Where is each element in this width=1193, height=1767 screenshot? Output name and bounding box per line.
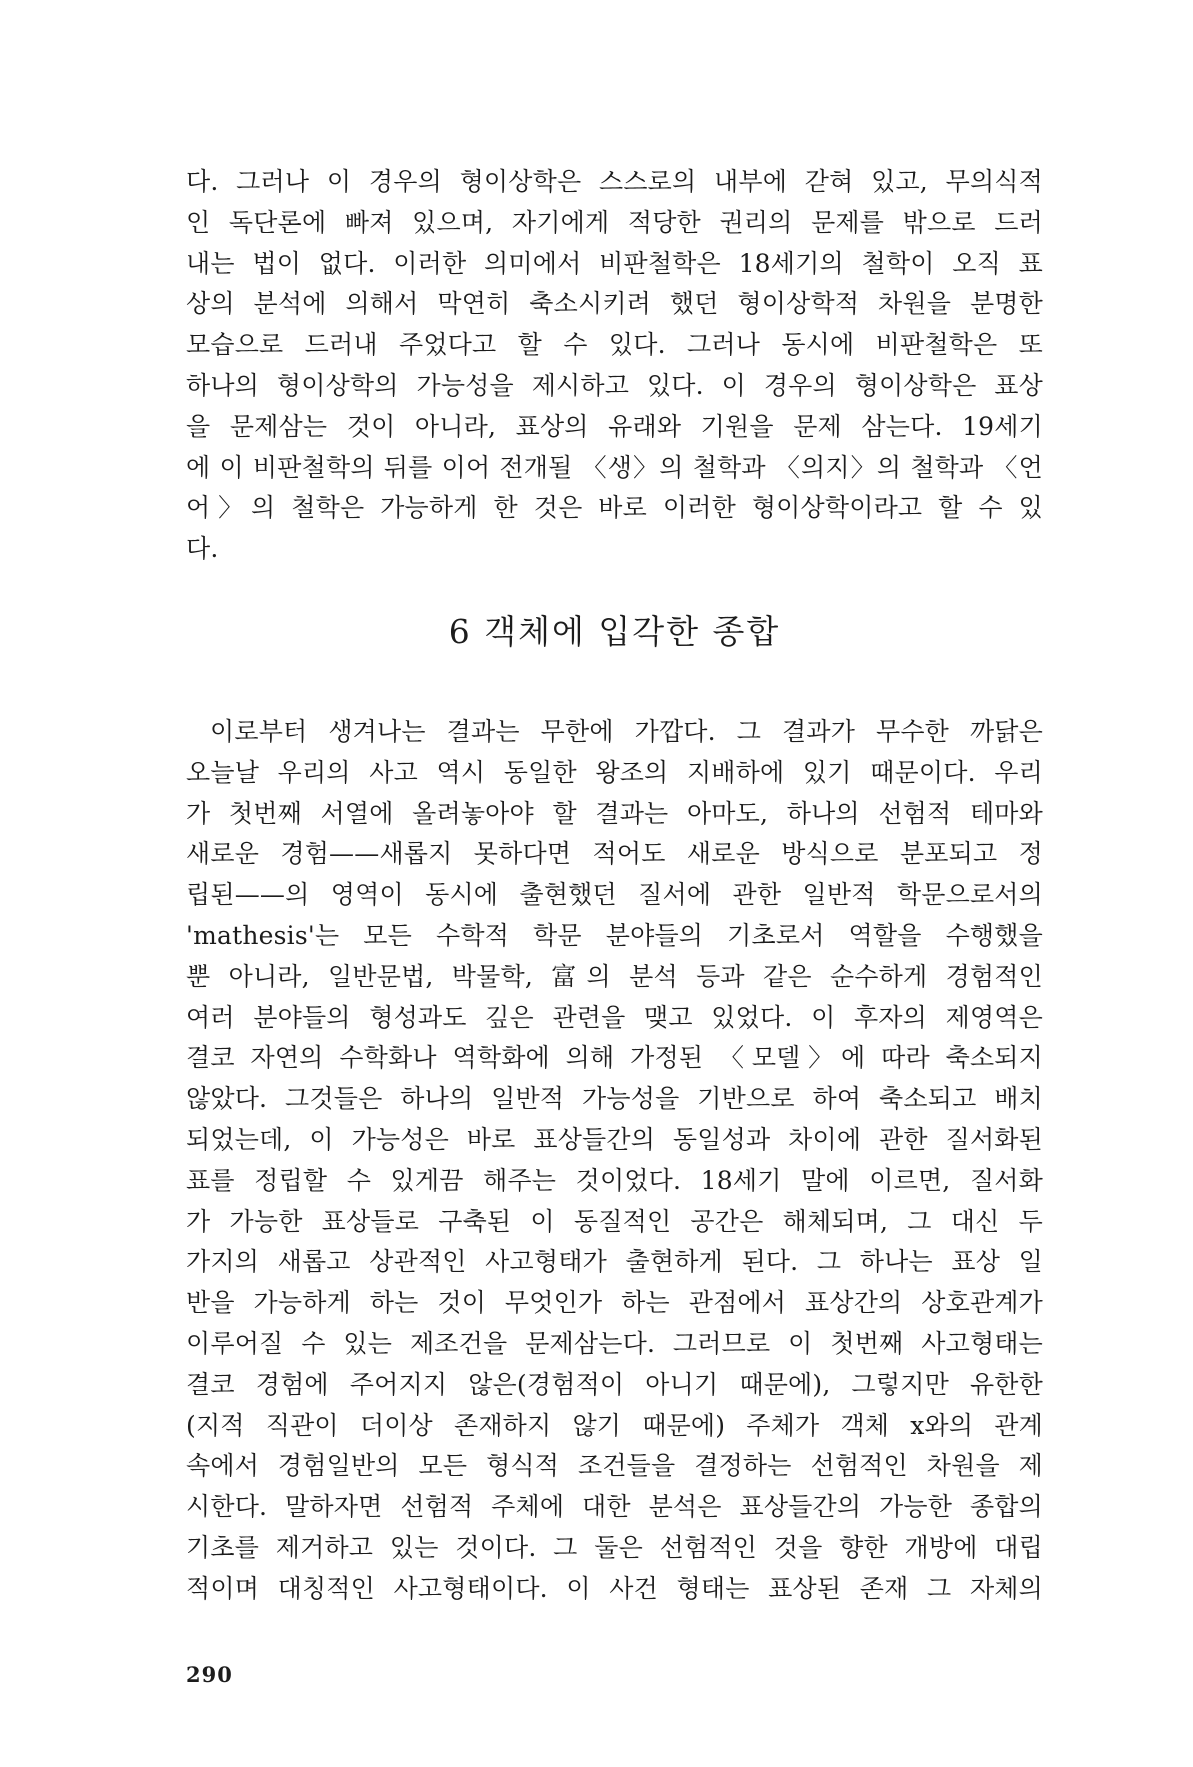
text-line: 내는 법이 없다. 이러한 의미에서 비판철학은 18세기의 철학이 오직 표	[186, 248, 1043, 278]
text-line: 에 이 비판철학의 뒤를 이어 전개될 〈생〉의 철학과 〈의지〉의 철학과 〈언	[186, 452, 1043, 482]
text-line: 뿐 아니라, 일반문법, 박물학, 富의 분석 등과 같은 순수하게 경험적인	[186, 961, 1043, 991]
text-line: 다. 그러나 이 경우의 형이상학은 스스로의 내부에 갇혀 있고, 무의식적	[186, 167, 1043, 196]
text-line: 적이며 대칭적인 사고형태이다. 이 사건 형태는 표상된 존재 그 자체의	[186, 1573, 1043, 1603]
text-line: 립된——의 영역이 동시에 출현했던 질서에 관한 일반적 학문으로서의	[186, 880, 1043, 910]
text-line: 결코 자연의 수학화나 역학화에 의해 가정된 〈모델〉에 따라 축소되지	[186, 1043, 1043, 1073]
text-line: (지적 직관이 더이상 존재하지 않기 때문에) 주체가 객체 x와의 관계	[186, 1410, 1043, 1440]
text-line: 표를 정립할 수 있게끔 해주는 것이었다. 18세기 말에 이르면, 질서화	[186, 1165, 1043, 1195]
paragraph-1	[186, 162, 1043, 570]
text-line: 되었는데, 이 가능성은 바로 표상들간의 동일성과 차이에 관한 질서화된	[186, 1124, 1043, 1154]
text-line: 결코 경험에 주어지지 않은(경험적이 아니기 때문에), 그렇지만 유한한	[186, 1369, 1043, 1399]
text-line: 모습으로 드러내 주었다고 할 수 있다. 그러나 동시에 비판철학은 또	[186, 330, 1043, 360]
paragraph-2	[186, 712, 1043, 1610]
text-line: 여러 분야들의 형성과도 깊은 관련을 맺고 있었다. 이 후자의 제영역은	[186, 1002, 1043, 1032]
text-line: 않았다. 그것들은 하나의 일반적 가능성을 기반으로 하여 축소되고 배치	[186, 1084, 1043, 1114]
text-line: 시한다. 말하자면 선험적 주체에 대한 분석은 표상들간의 가능한 종합의	[186, 1492, 1043, 1522]
text-line: 인 독단론에 빠져 있으며, 자기에게 적당한 권리의 문제를 밖으로 드러	[186, 207, 1043, 237]
text-line: 새로운 경험——새롭지 못하다면 적어도 새로운 방식으로 분포되고 정	[186, 839, 1043, 869]
text-line: 오늘날 우리의 사고 역시 동일한 왕조의 지배하에 있기 때문이다. 우리	[186, 757, 1043, 787]
text-line: 하나의 형이상학의 가능성을 제시하고 있다. 이 경우의 형이상학은 표상	[186, 370, 1043, 400]
text-line: 가 첫번째 서열에 올려놓아야 할 결과는 아마도, 하나의 선험적 테마와	[186, 798, 1043, 828]
text-line: 기초를 제거하고 있는 것이다. 그 둘은 선험적인 것을 향한 개방에 대립	[186, 1532, 1043, 1562]
page-number: 290	[186, 1662, 233, 1687]
text-line: 가지의 새롭고 상관적인 사고형태가 출현하게 된다. 그 하나는 표상 일	[186, 1247, 1043, 1277]
text-line: 'mathesis'는 모든 수학적 학문 분야들의 기초로서 역할을 수행했을	[186, 920, 1043, 950]
text-line: 다.	[186, 534, 219, 564]
section-heading: 6 객체에 입각한 종합	[448, 612, 781, 651]
text-line: 이루어질 수 있는 제조건을 문제삼는다. 그러므로 이 첫번째 사고형태는	[186, 1328, 1043, 1358]
text-line: 가 가능한 표상들로 구축된 이 동질적인 공간은 해체되며, 그 대신 두	[186, 1206, 1043, 1236]
text-line: 어〉의 철학은 가능하게 한 것은 바로 이러한 형이상학이라고 할 수 있	[186, 493, 1043, 523]
text-line: 상의 분석에 의해서 막연히 축소시키려 했던 형이상학적 차원을 분명한	[186, 289, 1043, 319]
text-line: 반을 가능하게 하는 것이 무엇인가 하는 관점에서 표상간의 상호관계가	[186, 1288, 1043, 1318]
text-line: 속에서 경험일반의 모든 형식적 조건들을 결정하는 선험적인 차원을 제	[186, 1451, 1043, 1481]
text-line: 을 문제삼는 것이 아니라, 표상의 유래와 기원을 문제 삼는다. 19세기	[186, 411, 1043, 441]
text-line: 이로부터 생겨나는 결과는 무한에 가깝다. 그 결과가 무수한 까닭은	[210, 717, 1043, 746]
